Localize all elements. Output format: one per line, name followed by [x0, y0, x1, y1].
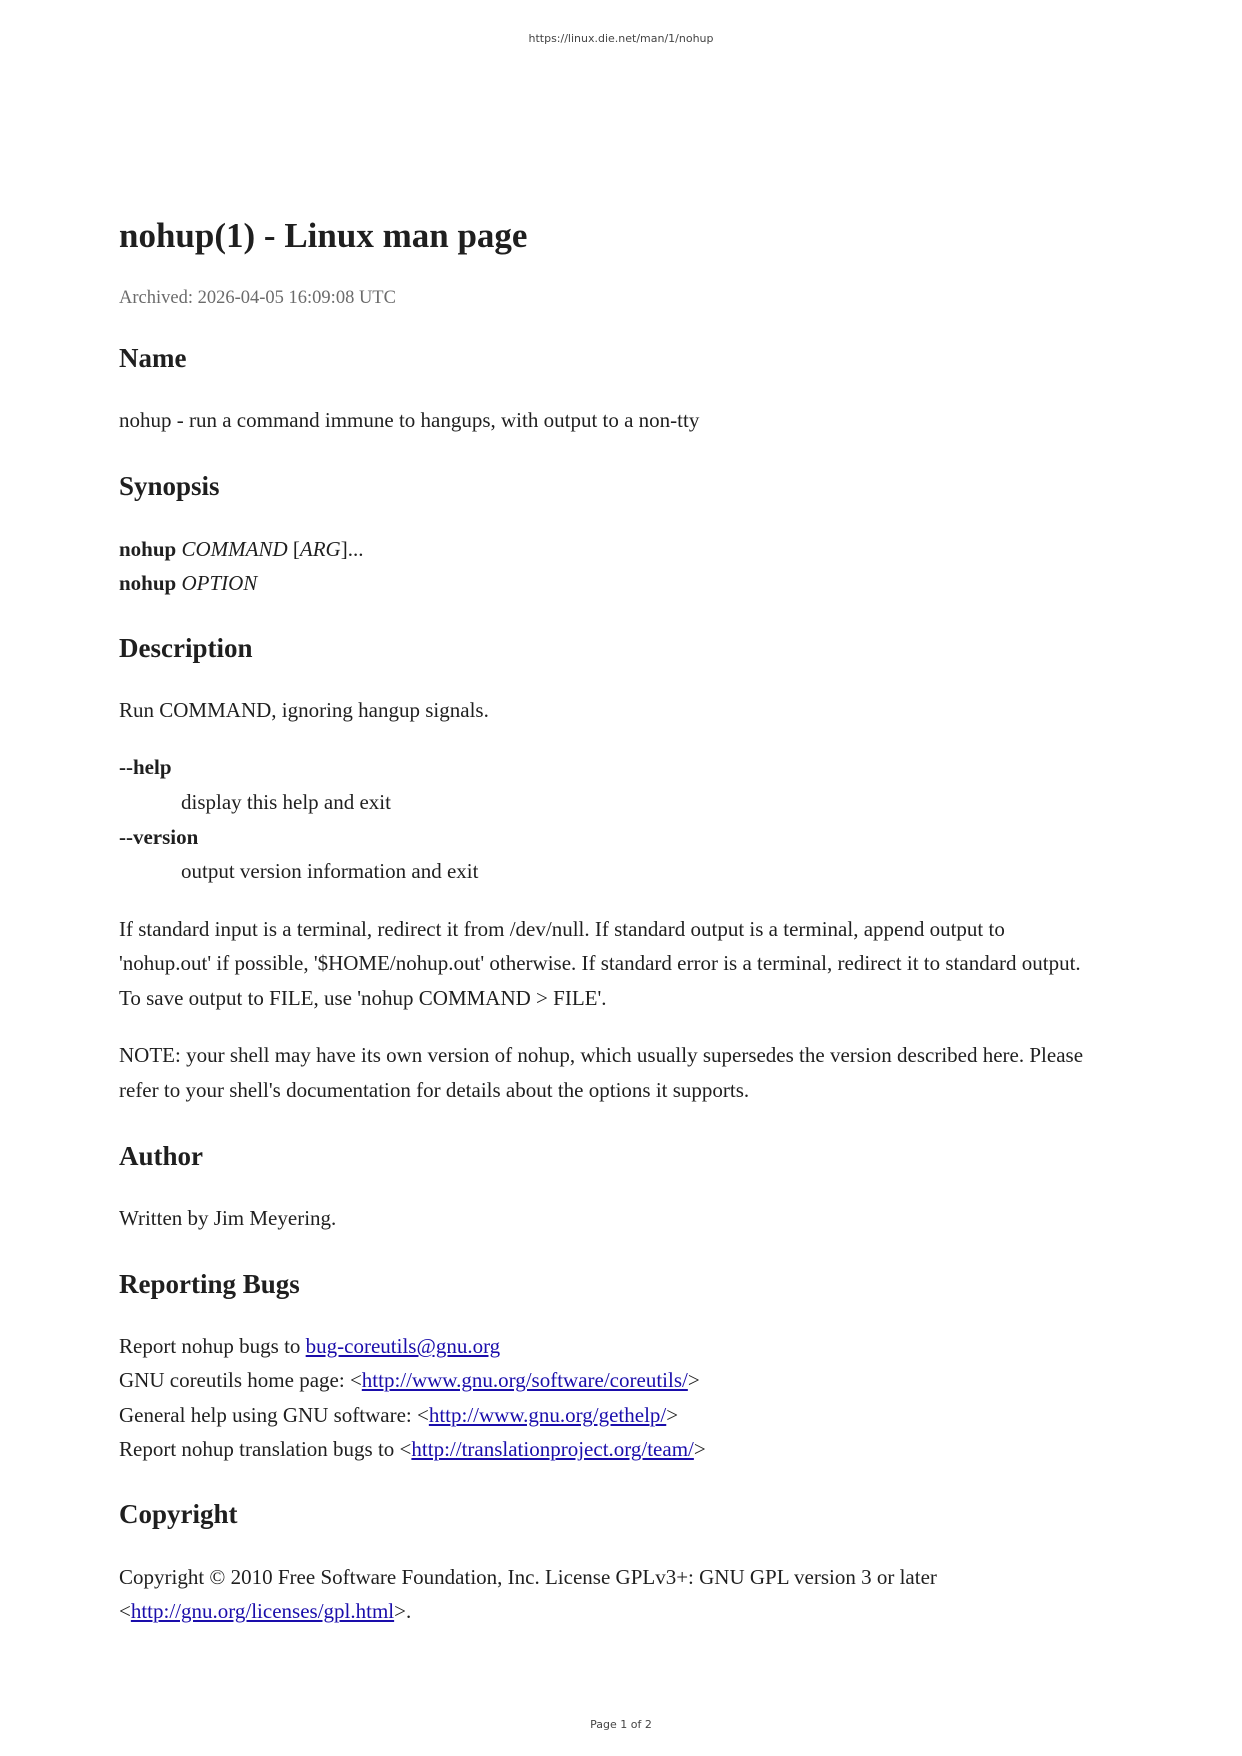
section-heading-synopsis: Synopsis [119, 471, 220, 501]
section-heading-name: Name [119, 343, 187, 373]
synopsis-bracket-close: ]... [340, 537, 364, 561]
option-version-name: --version [119, 825, 199, 849]
copyright-line-2-suffix: >. [394, 1599, 412, 1623]
bugs-line-2-suffix: > [687, 1368, 700, 1392]
section-heading-reporting-bugs: Reporting Bugs [119, 1269, 300, 1299]
copyright-line-2-prefix: < [119, 1599, 131, 1623]
synopsis-bracket-open: [ [292, 537, 300, 561]
bugs-line-4-suffix: > [693, 1437, 706, 1461]
synopsis-arg-option: OPTION [181, 571, 258, 595]
copyright-line-1: Copyright © 2010 Free Software Foundation, Inc. License GPLv3+: GNU GPL version 3 or later [119, 1565, 937, 1589]
coreutils-home-link[interactable]: http://www.gnu.org/software/coreutils/ [361, 1368, 688, 1392]
bugs-line-4-text: Report nohup translation bugs to < [119, 1437, 412, 1461]
bug-report-email-link[interactable]: bug-coreutils@gnu.org [305, 1334, 501, 1358]
option-help-desc: display this help and exit [181, 790, 391, 814]
synopsis-command: nohup [119, 537, 177, 561]
description-intro: Run COMMAND, ignoring hangup signals. [119, 698, 489, 722]
bugs-line-2 [119, 1363, 1129, 1398]
bugs-line-2-text: GNU coreutils home page: < [119, 1368, 362, 1392]
synopsis-arg-arg: ARG [299, 537, 341, 561]
print-header-url: https://linux.die.net/man/1/nohup [528, 32, 714, 45]
gnu-gethelp-link[interactable]: http://www.gnu.org/gethelp/ [428, 1403, 667, 1427]
author-text: Written by Jim Meyering. [119, 1206, 337, 1230]
archived-timestamp: Archived: 2026-04-05 16:09:08 UTC [119, 288, 396, 308]
bugs-line-1-text: Report nohup bugs to [119, 1334, 306, 1358]
synopsis-arg-command: COMMAND [181, 537, 288, 561]
copyright-line-2 [119, 1594, 1129, 1629]
name-text: nohup - run a command immune to hangups, with output to a non-tty [119, 408, 700, 432]
synopsis-command: nohup [119, 571, 177, 595]
section-heading-description: Description [119, 633, 253, 663]
synopsis-line-1 [119, 532, 1129, 567]
option-version-desc: output version information and exit [181, 859, 479, 883]
description-paragraph-2-line-1: NOTE: your shell may have its own version of nohup, which usually supersedes the version described here. Please [119, 1043, 1084, 1067]
bugs-line-3-text: General help using GNU software: < [119, 1403, 429, 1427]
page-title: nohup(1) - Linux man page [119, 216, 528, 255]
option-help-name: --help [119, 755, 172, 779]
translation-team-link[interactable]: http://translationproject.org/team/ [411, 1437, 694, 1461]
page-number-footer: Page 1 of 2 [590, 1718, 652, 1731]
gpl-license-link[interactable]: http://gnu.org/licenses/gpl.html [130, 1599, 395, 1623]
description-paragraph-1-line-3: To save output to FILE, use 'nohup COMMAND > FILE'. [119, 986, 607, 1010]
description-paragraph-1-line-2: 'nohup.out' if possible, '$HOME/nohup.out' otherwise. If standard error is a terminal, redirect it to standard output. [119, 951, 1081, 975]
synopsis-line-2 [119, 566, 1129, 601]
bugs-line-3-suffix: > [666, 1403, 679, 1427]
description-paragraph-1-line-1: If standard input is a terminal, redirect it from /dev/null. If standard output is a terminal, append output to [119, 917, 1005, 941]
bugs-line-4 [119, 1432, 1129, 1467]
description-paragraph-2-line-2: refer to your shell's documentation for details about the options it supports. [119, 1078, 750, 1102]
section-heading-copyright: Copyright [119, 1499, 238, 1529]
section-heading-author: Author [119, 1141, 204, 1171]
bugs-line-1 [119, 1329, 1129, 1364]
bugs-line-3 [119, 1398, 1129, 1433]
